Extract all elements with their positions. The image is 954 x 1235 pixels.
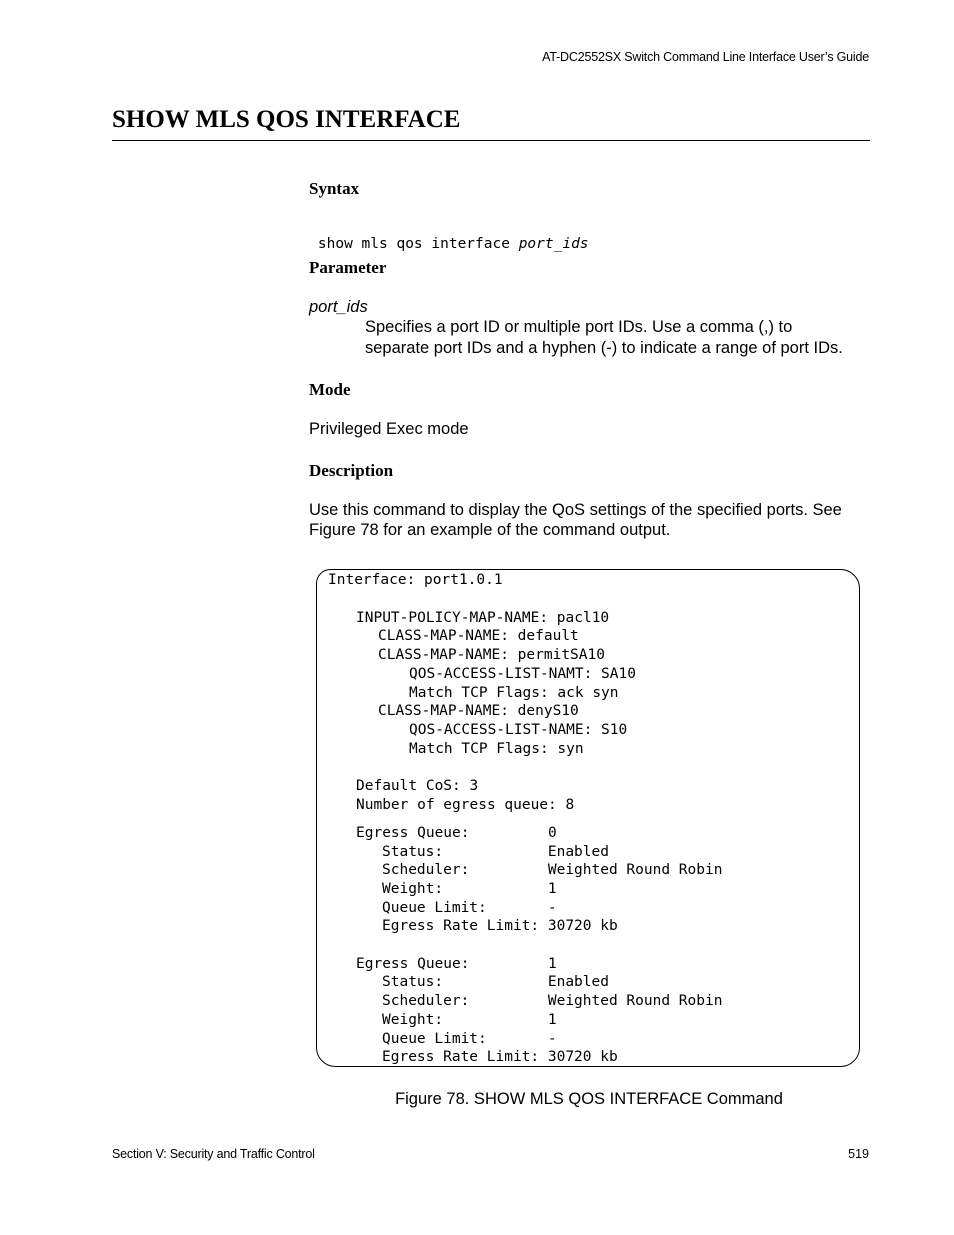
output-line: QOS-ACCESS-LIST-NAME: S10 — [409, 722, 628, 738]
output-line: Weight: 1 — [382, 1012, 557, 1028]
output-line: Match TCP Flags: syn — [409, 741, 584, 757]
syntax-command-text: show mls qos interface — [317, 236, 519, 252]
output-line: Egress Queue: 0 — [356, 825, 557, 841]
figure-caption: Figure 78. SHOW MLS QOS INTERFACE Command — [395, 1090, 783, 1108]
parameter-name: port_ids — [309, 298, 368, 316]
command-output-box — [316, 569, 860, 1067]
description-heading: Description — [309, 461, 394, 480]
description-line2: Figure 78 for an example of the command output. — [309, 521, 671, 539]
description-line1: Use this command to display the QoS settings of the specified ports. See — [309, 501, 842, 519]
output-line: Status: Enabled — [382, 974, 609, 990]
syntax-heading: Syntax — [309, 179, 360, 198]
output-line: CLASS-MAP-NAME: denyS10 — [378, 703, 579, 719]
parameter-heading: Parameter — [309, 258, 387, 277]
output-line: Scheduler: Weighted Round Robin — [382, 862, 723, 878]
syntax-argument: port_ids — [518, 236, 589, 252]
footer-page-number: 519 — [848, 1147, 869, 1161]
guide-title: AT-DC2552SX Switch Command Line Interface User’s Guide — [542, 50, 869, 64]
output-line: Weight: 1 — [382, 881, 557, 897]
parameter-description-line2: separate port IDs and a hyphen (-) to indicate a range of port IDs. — [365, 339, 843, 357]
page-title: SHOW MLS QOS INTERFACE — [112, 106, 461, 133]
output-line: Queue Limit: - — [382, 1031, 557, 1047]
output-line: CLASS-MAP-NAME: permitSA10 — [378, 647, 605, 663]
output-line: Queue Limit: - — [382, 900, 557, 916]
mode-text: Privileged Exec mode — [309, 420, 469, 438]
footer-section: Section V: Security and Traffic Control — [112, 1147, 315, 1161]
title-rule — [112, 140, 870, 141]
mode-heading: Mode — [309, 380, 351, 399]
output-line: Egress Rate Limit: 30720 kb — [382, 1049, 618, 1065]
output-line: Match TCP Flags: ack syn — [409, 685, 619, 701]
output-line: INPUT-POLICY-MAP-NAME: pacl10 — [356, 610, 610, 626]
output-line: Interface: port1.0.1 — [328, 572, 503, 588]
output-line: Egress Queue: 1 — [356, 956, 557, 972]
output-line: Scheduler: Weighted Round Robin — [382, 993, 723, 1009]
output-line: Status: Enabled — [382, 844, 609, 860]
output-line: Egress Rate Limit: 30720 kb — [382, 918, 618, 934]
output-line: QOS-ACCESS-LIST-NAMT: SA10 — [409, 666, 636, 682]
output-line: CLASS-MAP-NAME: default — [378, 628, 579, 644]
syntax-command — [309, 217, 589, 253]
output-line: Number of egress queue: 8 — [356, 797, 575, 813]
output-line: Default CoS: 3 — [356, 778, 479, 794]
parameter-description-line1: Specifies a port ID or multiple port IDs. Use a comma (,) to — [365, 318, 793, 336]
